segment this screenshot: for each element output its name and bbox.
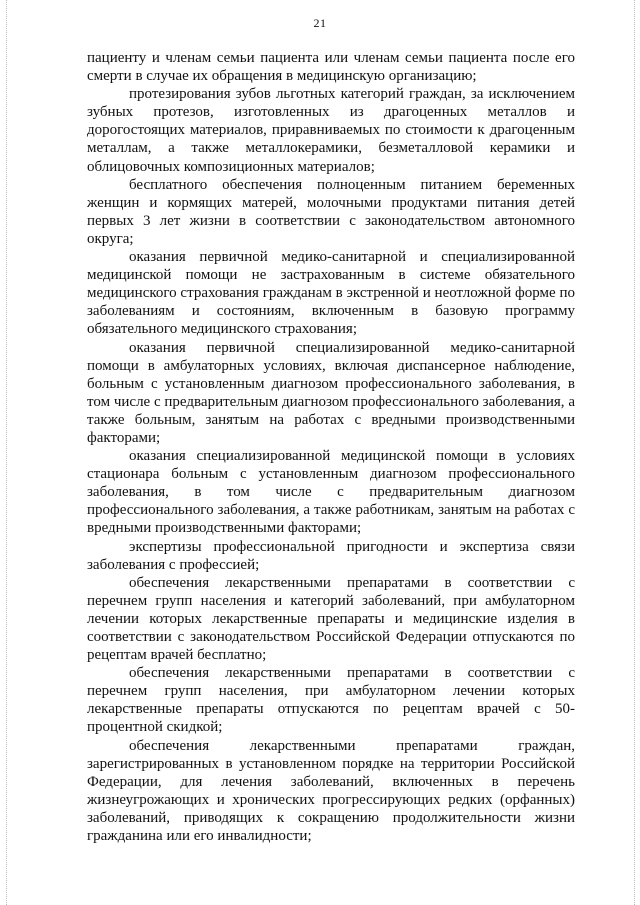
scan-edge-right (634, 0, 636, 905)
paragraph-occupational-outpatient: оказания первичной специализированной медико-санитарной помощи в амбулаторных условиях, включая диспансерное наблюдение, больным с установленным диагнозом профессионального заболевания, в том числе с предварительным диагнозом профессионального заболевания, а также больным, занятым на работах с вредными производственными факторами; (87, 339, 575, 446)
paragraph-orphan-diseases: обеспечения лекарственными препаратами граждан, зарегистрированных в установленном порядке на территории Российской Федерации, для лечения заболеваний, включенных в перечень жизнеугрожающих и хронических прогрессирующих редких (орфанных) заболеваний, приводящих к сокращению продолжительности жизни гражданина или его инвалидности; (87, 737, 575, 845)
paragraph-occupational-inpatient: оказания специализированной медицинской помощи в условиях стационара больным с установленным диагнозом профессионального заболевания, в том числе с предварительным диагнозом профессионального заболевания, а также работникам, занятым на работах с вредными производственными факторами; (87, 448, 575, 537)
paragraph-primary-care-uninsured: оказания первичной медико-санитарной и специализированной медицинской помощи не застрахованным в системе обязательного медицинского страхования гражданам в экстренной и неотложной форме по заболеваниям и состояниям, включенным в базовую программу обязательного медицинского страхования; (87, 249, 575, 338)
paragraph-continuation: пациенту и членам семьи пациента или членам семьи пациента после его смерти в случае их обращения в медицинскую организацию; (87, 50, 575, 85)
body-text (87, 49, 575, 845)
paragraph-occupational-expertise: экспертизы профессиональной пригодности и экспертиза связи заболевания с профессией; (87, 538, 575, 573)
paragraph-free-nutrition: бесплатного обеспечения полноценным питанием беременных женщин и кормящих матерей, молочными продуктами питания детей первых 3 лет жизни в соответствии с законодательством автономного округа; (87, 176, 575, 247)
page-number: 21 (313, 16, 327, 30)
scan-edge-left (6, 0, 8, 905)
paragraph-discount-drugs: обеспечения лекарственными препаратами в соответствии с перечнем групп населения, при амбулаторном лечении которых лекарственные препараты отпускаются по рецептам врачей с 50-процентной скидкой; (87, 665, 575, 736)
paragraph-free-drugs: обеспечения лекарственными препаратами в соответствии с перечнем групп населения и категорий заболеваний, при амбулаторном лечении которых лекарственные препараты и медицинские изделия в соответствии с законодательством Российской Федерации отпускаются по рецептам врачей бесплатно; (87, 574, 575, 664)
paragraph-dental-prosthetics: протезирования зубов льготных категорий граждан, за исключением зубных протезов, изготовленных из драгоценных металлов и дорогостоящих материалов, приравниваемых по стоимости к драгоценным металлам, а также металлокерамики, безметалловой керамики и облицовочных композиционных материалов; (87, 86, 575, 175)
